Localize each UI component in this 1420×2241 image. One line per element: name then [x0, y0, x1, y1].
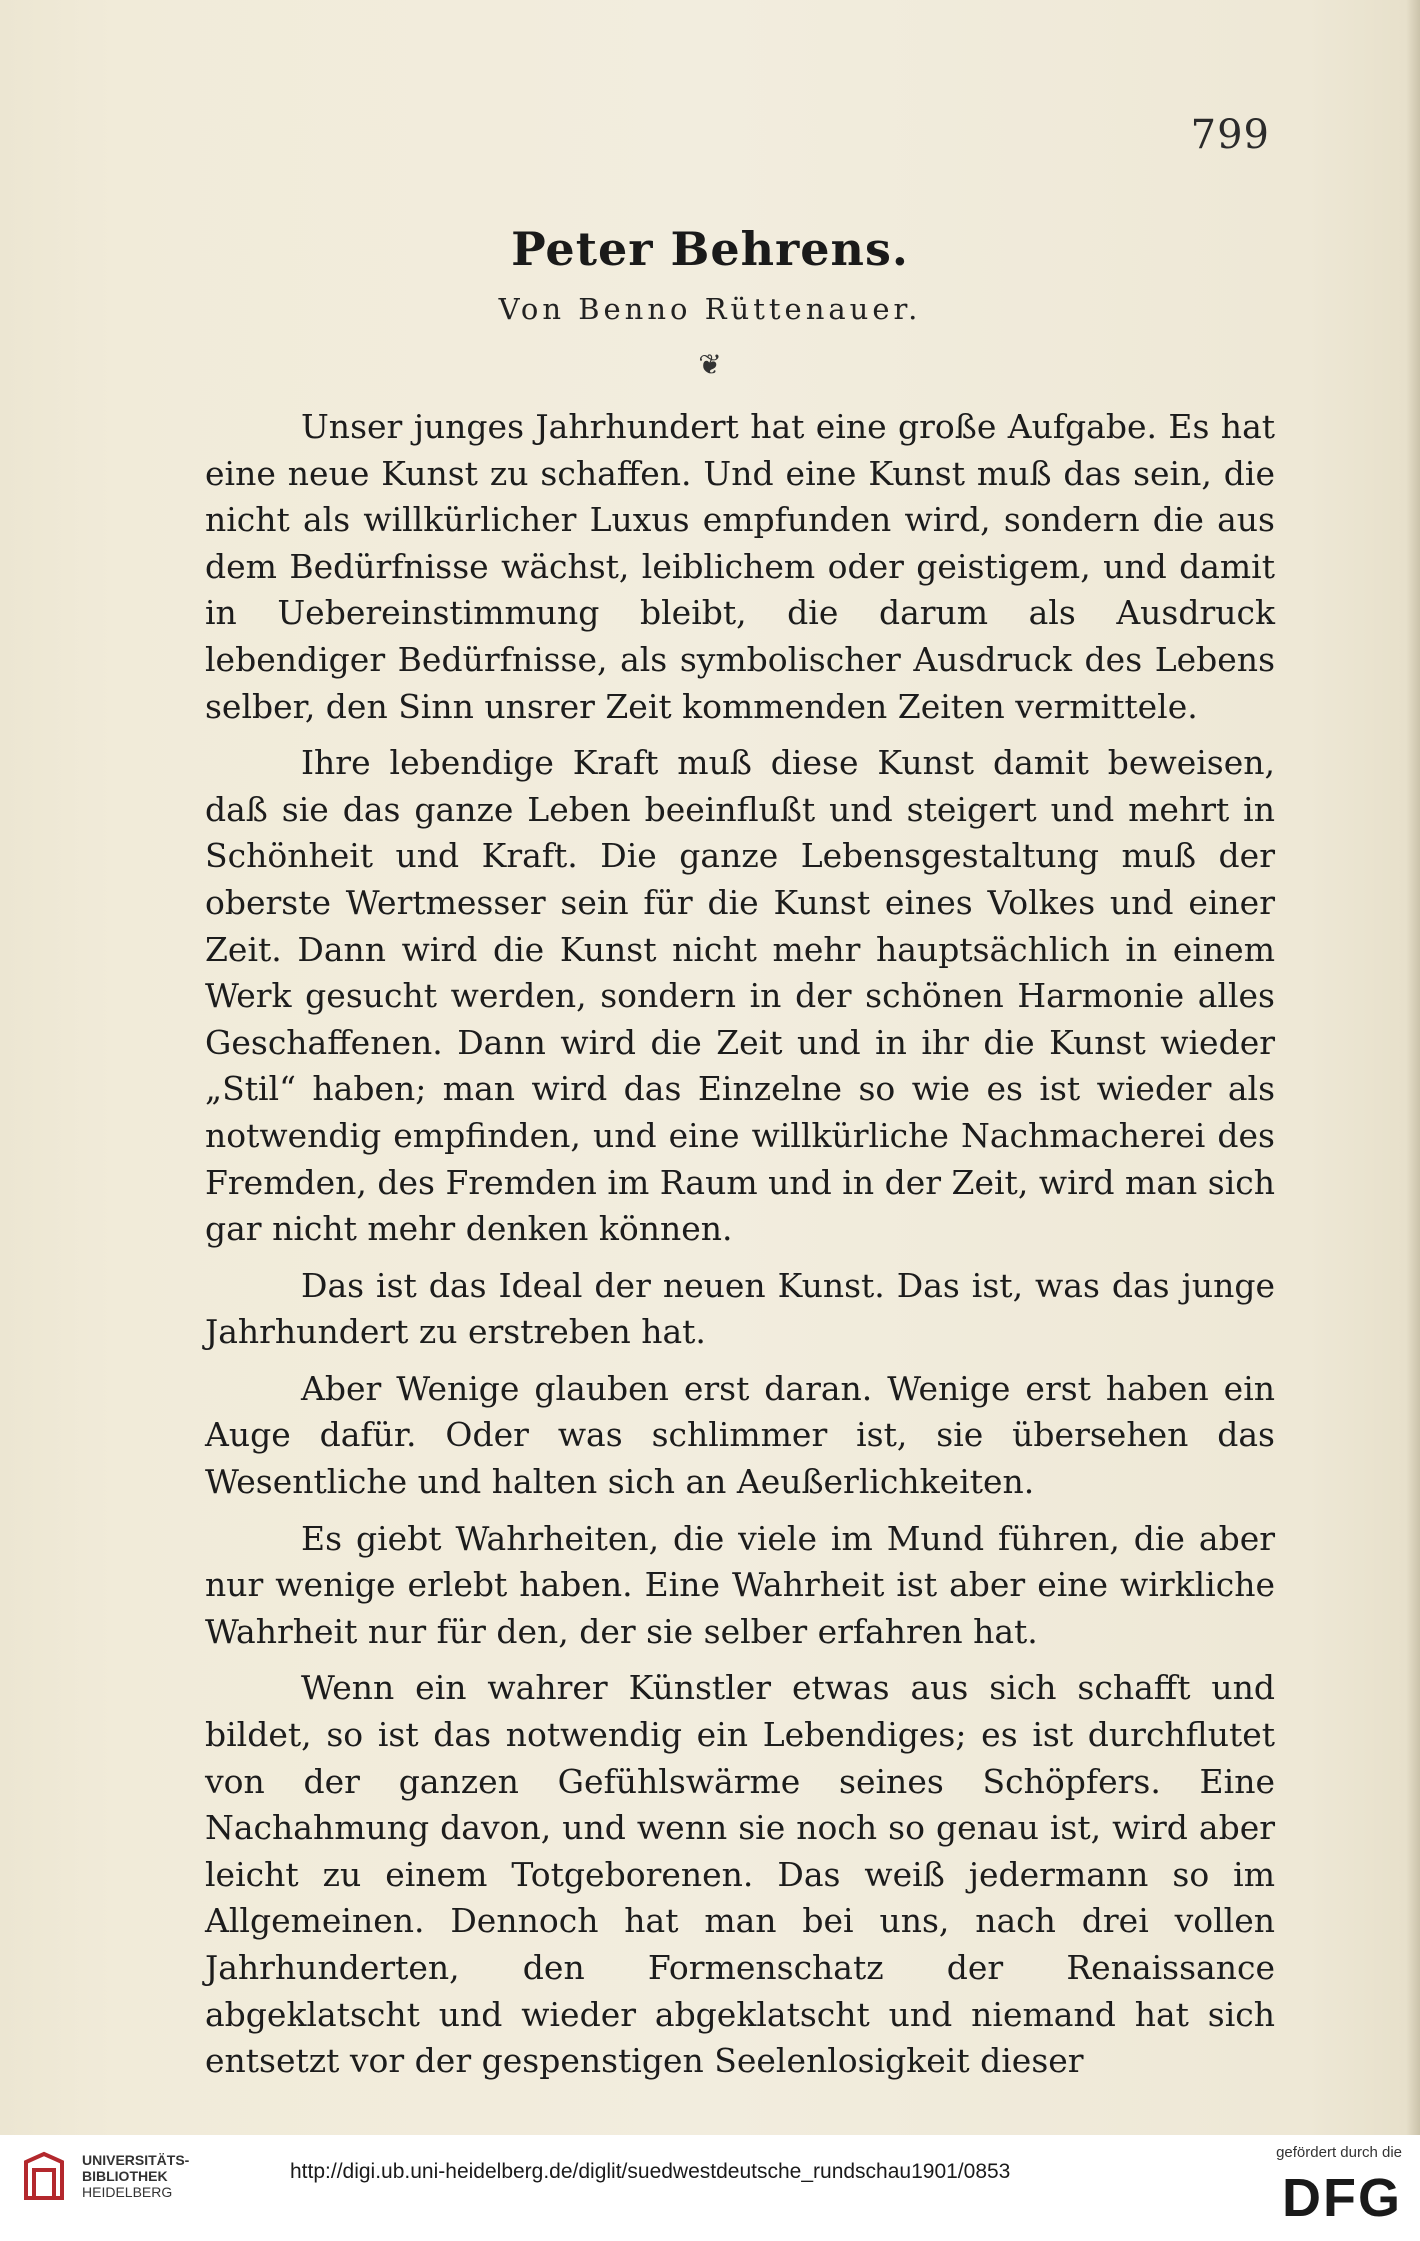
article-title: Peter Behrens. [511, 222, 909, 276]
paragraph: Wenn ein wahrer Künstler etwas aus sich schafft und bildet, so ist das notwendig ein Lebendiges; es ist durchflutet von der ganzen Gefühlswärme seines Schöpfers. Eine Nachahmung davon, und wenn sie noch so genau ist, wird aber leicht zu einem Totgeborenen. Das weiß jedermann so im Allgemeinen. Dennoch hat man bei uns, nach drei vollen Jahrhunderten, den Formenschatz der Renaissance abgeklatscht und wieder abgeklatscht und niemand hat sich entsetzt vor der gespenstigen Seelenlosigkeit dieser [205, 1668, 1275, 2081]
digitization-footer [0, 2135, 1420, 2241]
page-number: 799 [1190, 112, 1270, 158]
permalink-url[interactable]: http://digi.ub.uni-heidelberg.de/diglit/suedwestdeutsche_rundschau1901/0853 [290, 2160, 1011, 2183]
library-name[interactable] [82, 2152, 189, 2200]
article-byline: Von Benno Rüttenauer. [498, 292, 922, 326]
funding-caption: gefördert durch die [1276, 2144, 1402, 2161]
library-name-line: BIBLIOTHEK [82, 2168, 168, 2184]
article-body [205, 404, 1275, 2085]
library-name-line: HEIDELBERG [82, 2184, 173, 2200]
paragraph: Das ist das Ideal der neuen Kunst. Das ist, was das junge Jahrhundert zu erstreben hat. [205, 1265, 1275, 1352]
floral-ornament-icon: ❦ [698, 348, 722, 381]
paragraph: Ihre lebendige Kraft muß diese Kunst damit beweisen, daß sie das ganze Leben beeinflußt und steigert und mehrt in Schönheit und Kraft. Die ganze Lebensgestaltung muß der oberste Wertmesser sein für die Kunst eines Volkes und einer Zeit. Dann wird die Kunst nicht mehr hauptsächlich in einem Werk gesucht werden, sondern in der schönen Harmonie alles Geschaffenen. Dann wird die Zeit und in ihr die Kunst wieder „Stil“ haben; man wird das Einzelne so wie es ist wieder als notwendig empfinden, und eine willkürliche Nachmacherei des Fremden, des Fremden im Raum und in der Zeit, wird man sich gar nicht mehr denken können. [205, 743, 1275, 1249]
paragraph: Unser junges Jahrhundert hat eine große Aufgabe. Es hat eine neue Kunst zu schaffen. Und eine Kunst muß das sein, die nicht als willkürlicher Luxus empfunden wird, sondern die aus dem Bedürfnisse wächst, leiblichem oder geistigem, und damit in Uebereinstimmung bleibt, die darum als Ausdruck lebendiger Bedürfnisse, als symbolischer Ausdruck des Lebens selber, den Sinn unsrer Zeit kommenden Zeiten vermittele. [205, 407, 1275, 726]
ub-heidelberg-logo-icon[interactable] [14, 2148, 74, 2208]
library-name-line: UNIVERSITÄTS- [82, 2152, 190, 2168]
dfg-logo[interactable]: DFG [1282, 2168, 1402, 2228]
paragraph: Aber Wenige glauben erst daran. Wenige erst haben ein Auge dafür. Oder was schlimmer ist, sie übersehen das Wesentliche und halten sich an Aeußerlichkeiten. [205, 1368, 1275, 1502]
paragraph: Es giebt Wahrheiten, die viele im Mund führen, die aber nur wenige erlebt haben. Eine Wahrheit ist aber eine wirkliche Wahrheit nur für den, der sie selber erfahren hat. [205, 1518, 1275, 1651]
